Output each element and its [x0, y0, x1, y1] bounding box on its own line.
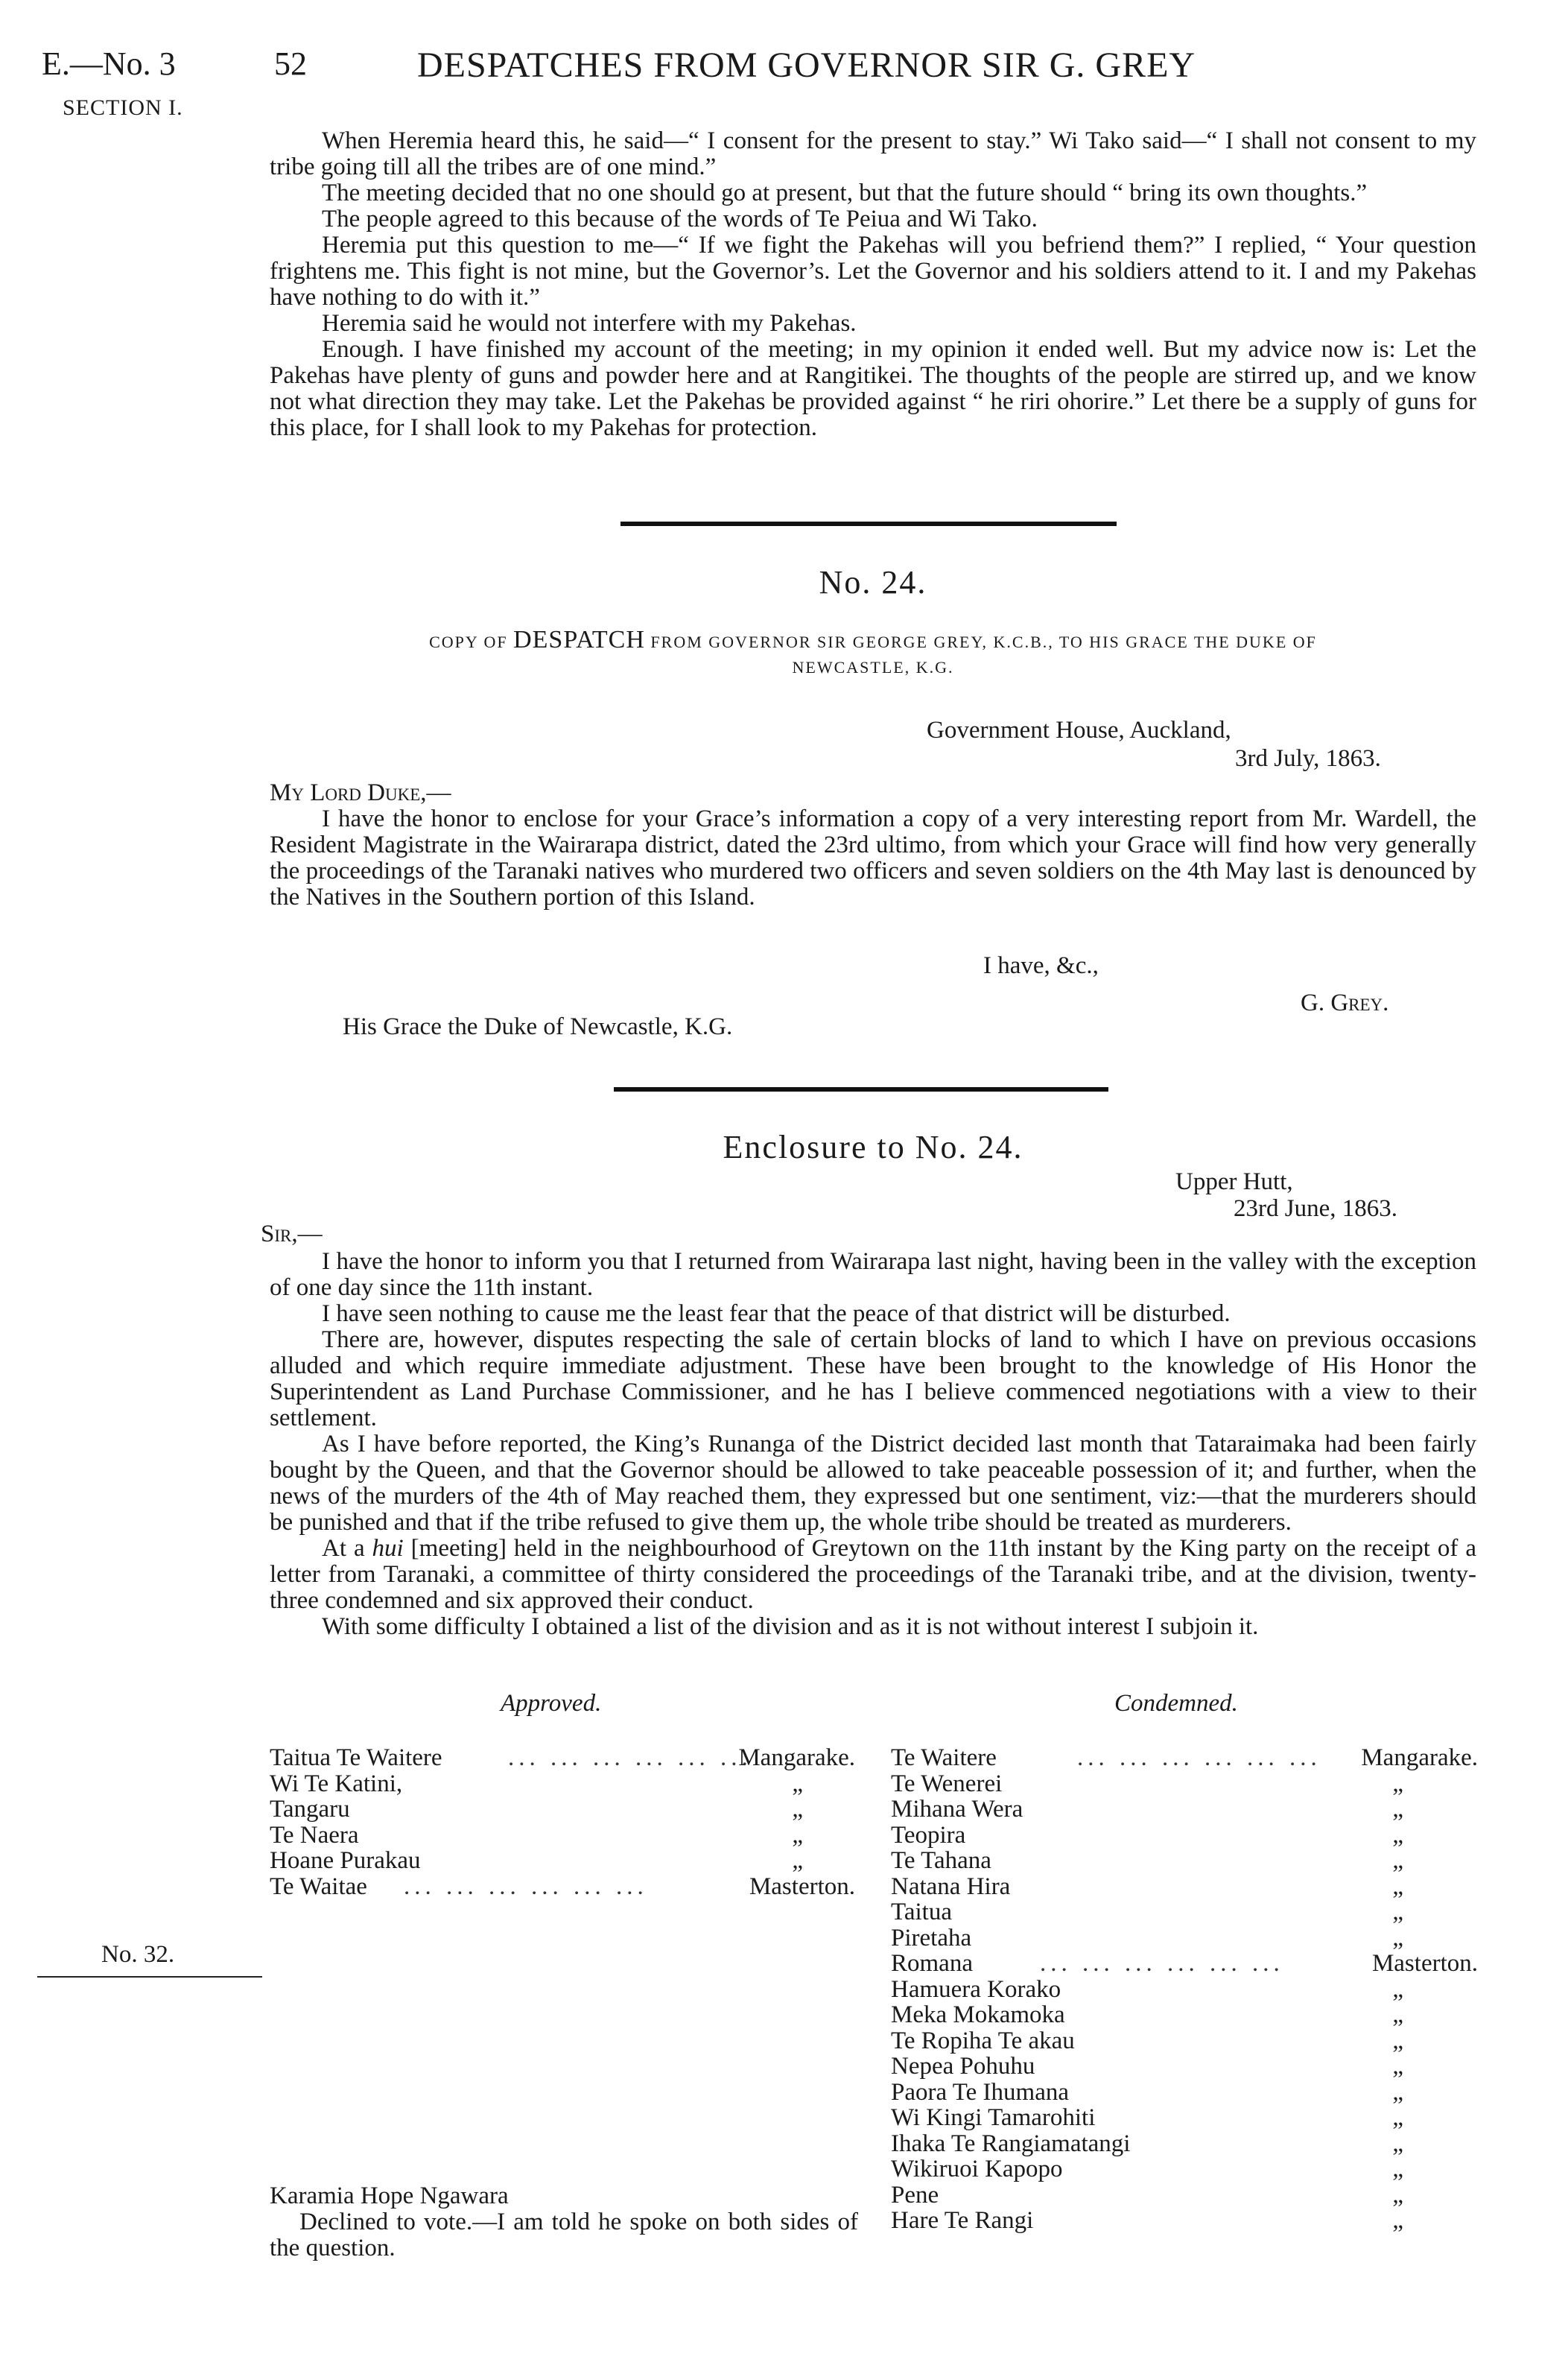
list-item: Hamuera Korako „: [891, 1975, 1403, 2003]
page-title: DESPATCHES FROM GOVERNOR SIR G. GREY: [417, 45, 1196, 85]
despatch-addressee: His Grace the Duke of Newcastle, K.G.: [343, 1013, 733, 1040]
list-item: Te Ropiha Te akau „: [891, 2027, 1403, 2054]
list-item: Te Naera „: [270, 1821, 803, 1849]
list-item: Tangaru „: [270, 1796, 803, 1823]
declined-entry: [270, 2183, 858, 2261]
paragraph: Heremia put this question to me—“ If we fight the Pakehas will you befriend them?” I replied, “ Your question frightens me. This fight is not mine, but the Governor’s. Let the Governor and his soldiers attend to it. I and my Pakehas have nothing to do with it.”: [270, 232, 1476, 311]
list-item: Natana Hira „: [891, 1872, 1403, 1900]
despatch-date: 3rd July, 1863.: [1235, 745, 1381, 772]
list-item: Te Tahana „: [891, 1847, 1403, 1874]
section-divider: [620, 522, 1117, 526]
paragraph: Heremia said he would not interfere with my Pakehas.: [322, 310, 857, 337]
despatch-number: No. 24.: [819, 564, 927, 601]
enclosure-body: [270, 1249, 1476, 1640]
section-label: SECTION I.: [63, 95, 183, 120]
enclosure-place: Upper Hutt,: [1175, 1168, 1293, 1195]
list-item: Mihana Wera „: [891, 1796, 1403, 1823]
list-item: Taitua Te Waitere ... ... ... ... ... ... Mangarake.: [270, 1744, 855, 1771]
list-item: Hare Te Rangi „: [891, 2207, 1403, 2234]
document-reference: E.—No. 3: [42, 45, 176, 82]
despatch-heading: COPY OF DESPATCH FROM GOVERNOR SIR GEORGE GREY, K.C.B., TO HIS GRACE THE DUKE OF NEWCASTLE, K.G.: [429, 626, 1317, 677]
paragraph: I have the honor to inform you that I returned from Wairarapa last night, having been in the valley with the exception of one day since the 11th instant.: [270, 1248, 1476, 1301]
enclosure-date: 23rd June, 1863.: [1234, 1195, 1397, 1222]
page-number: 52: [274, 45, 307, 82]
condemned-list: [891, 1745, 1478, 2234]
enclosure-salutation: Sir,—: [261, 1221, 323, 1247]
list-item: Wi Te Katini, „: [270, 1770, 803, 1797]
list-item: Nepea Pohuhu „: [891, 2053, 1403, 2080]
list-item: Wi Kingi Tamarohiti „: [891, 2104, 1403, 2131]
paragraph: There are, however, disputes respecting the sale of certain blocks of land to which I have on previous occasions alluded and which require immediate adjustment. These have been brought to the knowledge of His Honor the Superintendent as Land Purchase Commissioner, and he has I believe commenced negotiations with a view to their settlement.: [270, 1326, 1476, 1431]
list-item: Te Waitae ... ... ... ... ... ... Masterton.: [270, 1872, 855, 1900]
list-item: Pene „: [891, 2181, 1403, 2209]
enclosure-heading: Enclosure to No. 24.: [723, 1129, 1023, 1165]
list-item: Te Waitere ... ... ... ... ... ... Mangarake.: [891, 1744, 1478, 1771]
list-item: Wikiruoi Kapopo „: [891, 2156, 1403, 2182]
margin-rule: [37, 1976, 262, 1978]
list-item: Ihaka Te Rangiamatangi „: [891, 2130, 1403, 2157]
paragraph: With some difficulty I obtained a list of the division and as it is not without interest I subjoin it.: [322, 1613, 1259, 1640]
approved-list: [270, 1745, 855, 1899]
section-divider: [614, 1087, 1108, 1092]
paragraph: When Heremia heard this, he said—“ I consent for the present to stay.” Wi Tako said—“ I shall not consent to my tribe going till all the tribes are of one mind.”: [270, 127, 1476, 180]
paragraph: I have seen nothing to cause me the least fear that the peace of that district will be disturbed.: [322, 1300, 1231, 1327]
paragraph: The people agreed to this because of the words of Te Peiua and Wi Tako.: [322, 206, 1038, 232]
list-item: Hoane Purakau „: [270, 1847, 803, 1874]
despatch-place: Government House, Auckland,: [927, 717, 1231, 744]
list-item: Taitua „: [891, 1899, 1403, 1925]
list-item: Te Wenerei „: [891, 1770, 1403, 1797]
paragraph: As I have before reported, the King’s Runanga of the District decided last month that Tataraimaka had been fairly bought by the Queen, and that the Governor should be allowed to take peaceable possession of it; and further, when the news of the murders of the 4th of May reached them, they expressed but one sentiment, viz:—that the murderers should be punished and that if the tribe refused to give them up, the whole tribe should be treated as murderers.: [270, 1431, 1476, 1536]
approved-heading: Approved.: [501, 1690, 602, 1717]
paragraph: The meeting decided that no one should go at present, but that the future should “ bring its own thoughts.”: [322, 180, 1368, 206]
despatch-body: I have the honor to enclose for your Grace’s information a copy of a very interesting report from Mr. Wardell, the Resident Magistrate in the Wairarapa district, dated the 23rd ultimo, from which your Grace will find how very generally the proceedings of the Taranaki natives who murdered two officers and seven soldiers on the 4th May last is denounced by the Natives in the Southern portion of this Island.: [270, 805, 1476, 911]
margin-note: No. 32.: [101, 1941, 175, 1968]
despatch-signature: G. Grey.: [1301, 990, 1389, 1016]
list-item: Teopira „: [891, 1821, 1403, 1849]
list-item: Piretaha „: [891, 1924, 1403, 1951]
declined-note: Declined to vote.—I am told he spoke on both sides of the question.: [270, 2209, 858, 2261]
despatch-closing: I have, &c.,: [983, 952, 1099, 979]
list-item: Romana ... ... ... ... ... ... Masterton.: [891, 1950, 1478, 1977]
condemned-heading: Condemned.: [1114, 1690, 1238, 1717]
list-item: Paora Te Ihumana „: [891, 2078, 1403, 2106]
letter-continuation: [270, 128, 1476, 441]
paragraph: At a hui [meeting] held in the neighbourhood of Greytown on the 11th instant by the King party on the receipt of a letter from Taranaki, a committee of thirty considered the proceedings of the Taranaki tribe, and at the division, twenty-three condemned and six approved their conduct.: [270, 1535, 1476, 1614]
paragraph: Enough. I have finished my account of the meeting; in my opinion it ended well. But my advice now is: Let the Pakehas have plenty of guns and powder here and at Rangitikei. The thoughts of the people are stirred up, and we know not what direction they may take. Let the Pakehas be provided against “ he riri ohorire.” Let there be a supply of guns for this place, for I shall look to my Pakehas for protection.: [270, 336, 1476, 441]
list-item: Meka Mokamoka „: [891, 2001, 1403, 2028]
despatch-salutation: My Lord Duke,—: [270, 779, 451, 806]
declined-name: Karamia Hope Ngawara: [270, 2182, 509, 2209]
